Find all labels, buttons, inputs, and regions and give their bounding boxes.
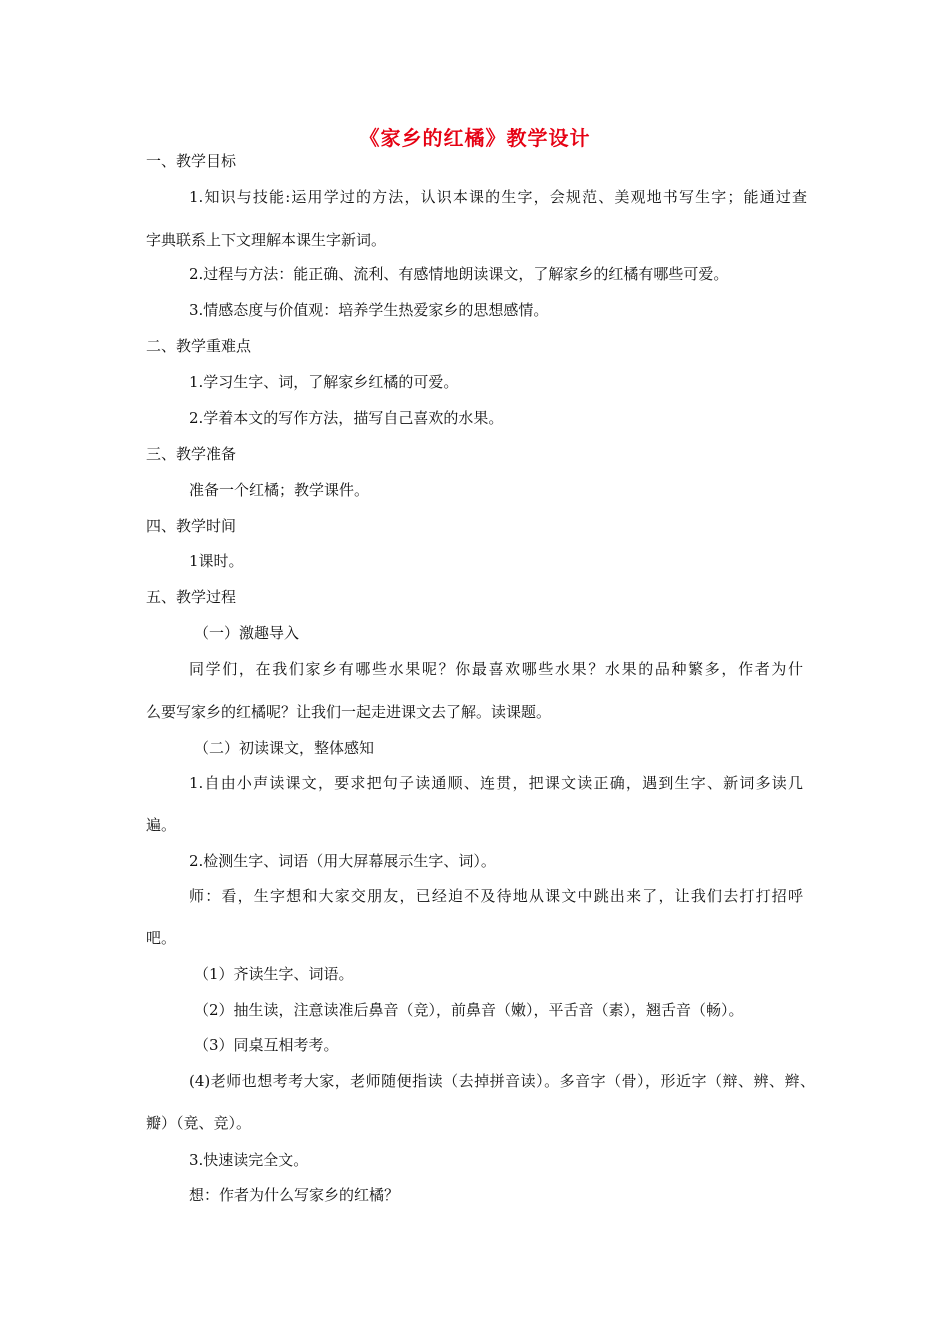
section-heading-key-points: 二、教学重难点 [146, 337, 252, 355]
section-heading-preparation: 三、教学准备 [146, 445, 237, 463]
goal-1-line-2: 字典联系上下文理解本课生字新词。 [146, 231, 387, 249]
think-question: 想：作者为什么写家乡的红橘？ [189, 1186, 400, 1204]
step-2: 2.检测生字、词语（用大屏幕展示生字、词）。 [189, 852, 496, 870]
subheading-intro: （一）激趣导入 [194, 624, 300, 642]
practice-2: （2）抽生读，注意读准后鼻音（竞），前鼻音（嫩），平舌音（素），翘舌音（畅）。 [194, 1001, 744, 1019]
step-1-line-2: 遍。 [146, 816, 177, 834]
practice-4-line-2: 瓣）（竟、竞）。 [146, 1114, 252, 1132]
practice-1: （1）齐读生字、词语。 [194, 965, 354, 983]
key-point-1: 1.学习生字、词，了解家乡红橘的可爱。 [189, 373, 459, 391]
document-title: 《家乡的红橘》教学设计 [359, 126, 591, 150]
step-3: 3.快速读完全文。 [189, 1151, 309, 1169]
intro-line-2: 么要写家乡的红橘呢？让我们一起走进课文去了解。读课题。 [146, 703, 552, 721]
step-1-line-1: 1.自由小声读课文，要求把句子读通顺、连贯，把课文读正确，遇到生字、新词多读几 [189, 774, 803, 792]
section-heading-time: 四、教学时间 [146, 517, 237, 535]
preparation-item: 准备一个红橘；教学课件。 [189, 481, 370, 499]
time-item: 1课时。 [189, 552, 244, 570]
intro-line-1: 同学们，在我们家乡有哪些水果呢？你最喜欢哪些水果？水果的品种繁多，作者为什 [189, 660, 803, 678]
teacher-line-1: 师：看，生字想和大家交朋友，已经迫不及待地从课文中跳出来了，让我们去打打招呼 [189, 887, 803, 905]
section-heading-process: 五、教学过程 [146, 588, 237, 606]
practice-3: （3）同桌互相考考。 [194, 1036, 339, 1054]
section-heading-goals: 一、教学目标 [146, 152, 237, 170]
key-point-2: 2.学着本文的写作方法，描写自己喜欢的水果。 [189, 409, 504, 427]
goal-1-line-1: 1.知识与技能:运用学过的方法，认识本课的生字，会规范、美观地书写生字；能通过查 [189, 188, 807, 206]
teacher-line-2: 吧。 [146, 929, 177, 947]
goal-2: 2.过程与方法：能正确、流利、有感情地朗读课文，了解家乡的红橘有哪些可爱。 [189, 265, 729, 283]
subheading-first-reading: （二）初读课文，整体感知 [194, 739, 375, 757]
goal-3: 3.情感态度与价值观：培养学生热爱家乡的思想感情。 [189, 301, 549, 319]
practice-4-line-1: (4)老师也想考考大家，老师随便指读（去掉拼音读）。多音字（骨），形近字（辩、辨、辫、 [189, 1072, 815, 1090]
